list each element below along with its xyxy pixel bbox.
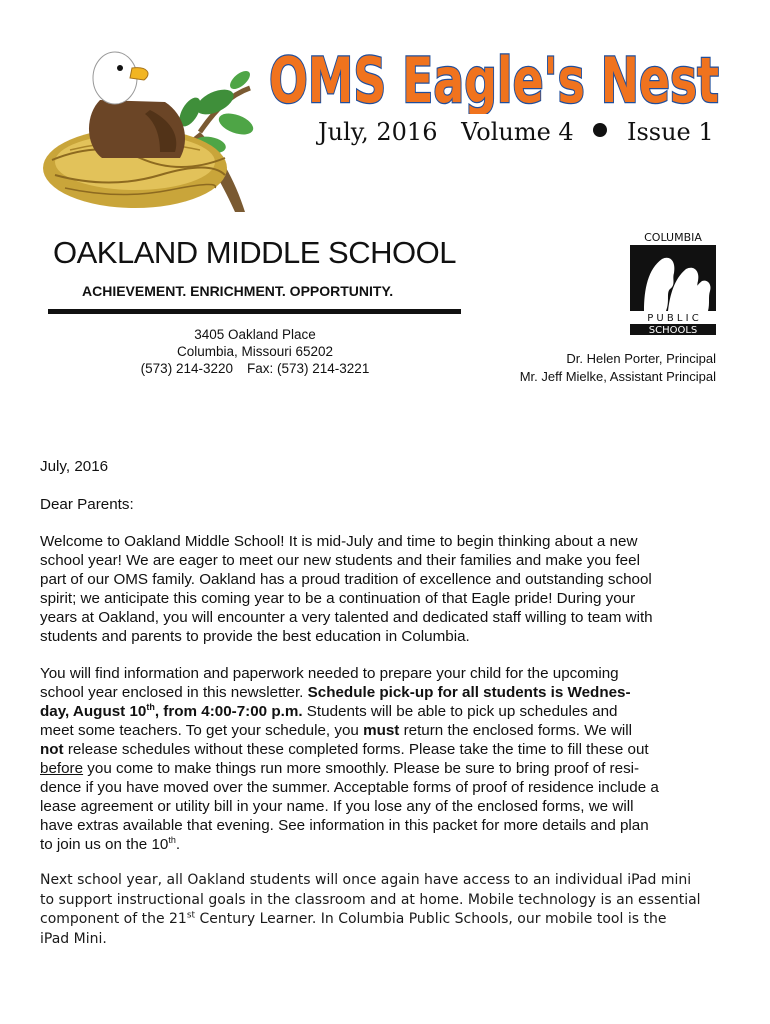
text-line: component of the 21st Century Learner. In Columbia Public Schools, our mobile tool is the (40, 910, 667, 927)
principal-name: Dr. Helen Porter, Principal (566, 351, 716, 366)
text-line: iPad Mini. (40, 930, 107, 947)
text-line: to support instructional goals in the classroom and at home. Mobile technology is an essential (40, 891, 701, 908)
text-line: students and parents to provide the best education in Columbia. (40, 628, 470, 645)
assistant-principal-name: Mr. Jeff Mielke, Assistant Principal (519, 369, 716, 384)
columbia-public-schools-logo (630, 229, 716, 335)
not-emphasis: not (40, 741, 64, 758)
phone-number: (573) 214-3220 (140, 361, 233, 376)
text-line: years at Oakland, you will encounter a very talented and dedicated staff willing to team with (40, 609, 653, 626)
issue-date: July, 2016 (318, 118, 438, 146)
text-line: school year enclosed in this newsletter. Schedule pick-up for all students is Wednes- (40, 684, 631, 701)
paragraph-ipad (40, 871, 730, 949)
text-line: not release schedules without these completed forms. Please take the time to fill these out (40, 741, 649, 758)
pickup-emphasis: Schedule pick-up for all students is Wednes- (307, 684, 631, 701)
before-emphasis: before (40, 760, 84, 777)
administration (470, 350, 716, 386)
text-line: Welcome to Oakland Middle School! It is mid-July and time to begin thinking about a new (40, 533, 638, 550)
text-line: have extras available that evening. See information in this packet for more details and plan (40, 817, 649, 834)
text-line: to join us on the 10th. (40, 834, 181, 853)
paragraph-welcome (40, 532, 730, 646)
logo-public-text: P U B L I C (647, 313, 699, 324)
letter-date: July, 2016 (40, 458, 109, 475)
text-line: day, August 10th, from 4:00-7:00 p.m. Students will be able to pick up schedules and (40, 701, 618, 720)
fax-number: Fax: (573) 214-3221 (247, 361, 370, 376)
salutation: Dear Parents: (40, 496, 134, 513)
newsletter-title: OMS Eagle's Nest (269, 44, 719, 114)
text-line: school year! We are eager to meet our new students and their families and make you feel (40, 552, 640, 569)
school-tagline: ACHIEVEMENT. ENRICHMENT. OPPORTUNITY. (82, 283, 394, 299)
newsletter-masthead (265, 42, 725, 114)
must-emphasis: must (363, 722, 400, 739)
address-line-2: Columbia, Missouri 65202 (176, 344, 334, 359)
text-line: Next school year, all Oakland students will once again have access to an individual iPad mini (40, 872, 692, 888)
text-line: part of our OMS family. Oakland has a proud tradition of excellence and outstanding school (40, 571, 652, 588)
issue-volume: Volume 4 (461, 118, 574, 146)
address-line-1: 3405 Oakland Place (194, 327, 316, 342)
text-line: meet some teachers. To get your schedule, you must return the enclosed forms. We will (40, 722, 633, 739)
logo-columbia-text: COLUMBIA (644, 231, 702, 244)
issue-line (318, 118, 714, 146)
paragraph-schedule-pickup (40, 664, 730, 854)
school-address (100, 326, 410, 377)
logo-schools-text: SCHOOLS (648, 325, 698, 335)
header-divider (48, 309, 461, 314)
eagle-nest-illustration (40, 40, 255, 215)
issue-number: Issue 1 (626, 118, 714, 146)
text-line: spirit; we anticipate this coming year to be a continuation of that Eagle pride! During your (40, 590, 636, 607)
text-line: dence if you have moved over the summer. Acceptable forms of proof of residence include a (40, 779, 659, 796)
contact-line (100, 360, 410, 377)
letter-body (40, 457, 730, 949)
text-line: You will find information and paperwork needed to prepare your child for the upcoming (40, 665, 619, 682)
school-name: OAKLAND MIDDLE SCHOOL (53, 235, 456, 270)
text-line: lease agreement or utility bill in your name. If you lose any of the enclosed forms, we will (40, 798, 634, 815)
bullet-dot (593, 123, 607, 137)
pickup-time: , from 4:00-7:00 p.m. (154, 703, 303, 720)
text-line: before you come to make things run more smoothly. Please be sure to bring proof of resi- (40, 760, 640, 777)
